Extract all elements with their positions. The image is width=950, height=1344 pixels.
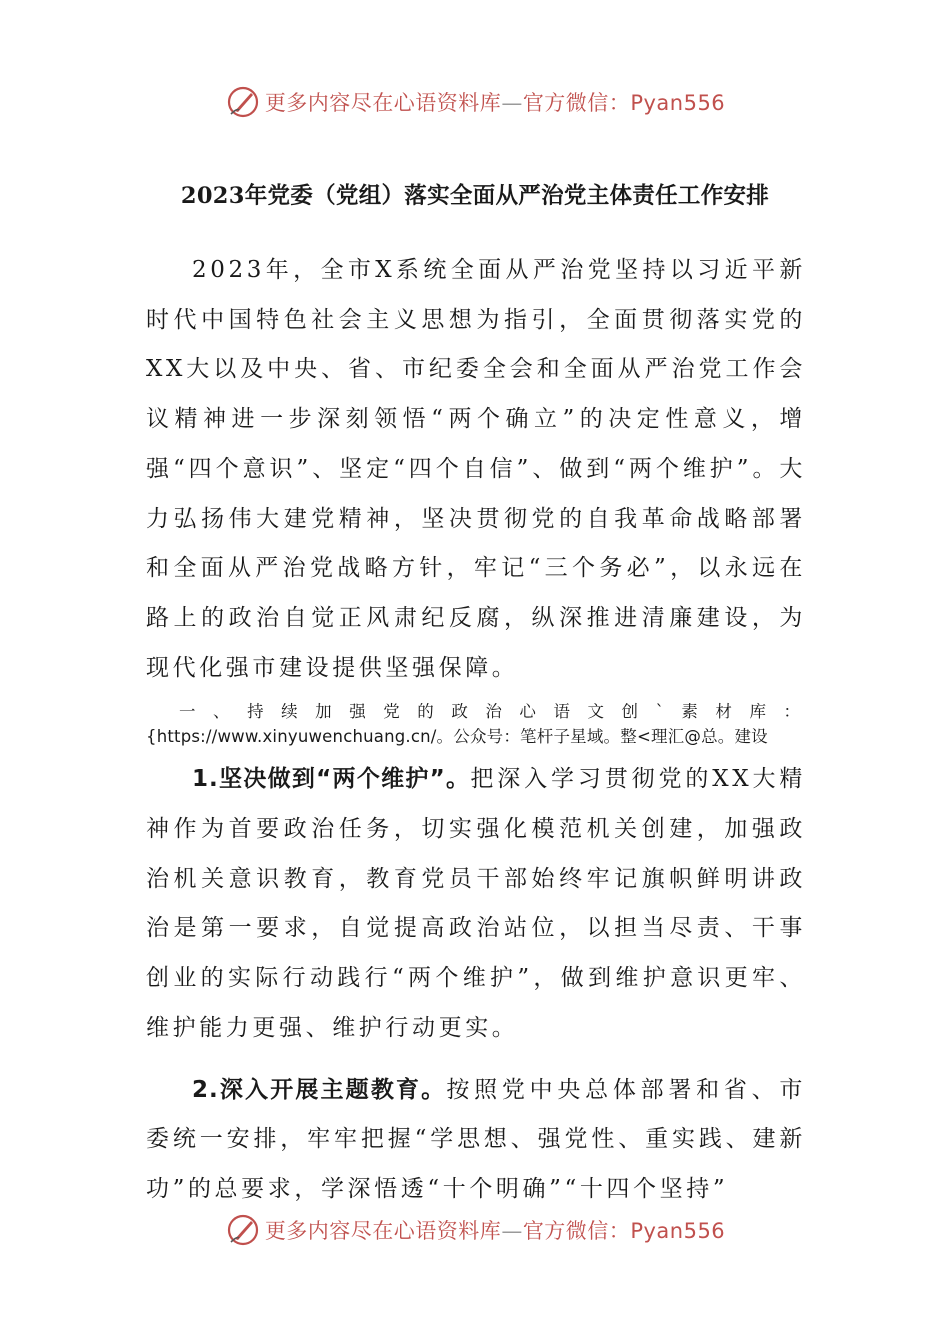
item-2-paragraph	[146, 1066, 806, 1215]
document-title: 2023年党委（党组）落实全面从严治党主体责任工作安排	[180, 183, 770, 209]
quill-logo-icon	[225, 84, 261, 120]
watermark-text	[265, 87, 725, 117]
footer-watermark	[0, 1208, 950, 1252]
watermark-wechat-id: Pyan556	[630, 1219, 726, 1243]
intro-paragraph: 2023年，全市X系统全面从严治党坚持以习近平新时代中国特色社会主义思想为指引，全面贯彻落实党的XX大以及中央、省、市纪委全会和全面从严治党工作会议精神进一步深刻领悟“两个确立”的决定性意义，增强“四个意识”、坚定“四个自信”、做到“两个维护”。大力弘扬伟大建党精神，坚决贯彻党的自我革命战略部署和全面从严治党战略方针，牢记“三个务必”，以永远在路上的政治自觉正风肃纪反腐，纵深推进清廉建设，为现代化强市建设提供坚强保障。	[146, 257, 806, 681]
item-1-body: 把深入学习贯彻党的XX大精神作为首要政治任务，切实强化模范机关创建，加强政治机关意识教育，教育党员干部始终牢记旗帜鲜明讲政治是第一要求，自觉提高政治站位，以担当尽责、干事创业的实际行动践行“两个维护”，做到维护意识更牢、维护能力更强、维护行动更实。	[146, 766, 806, 1041]
watermark-wechat-label: 官方微信：	[522, 91, 631, 115]
item-1-lead: 1.坚决做到“两个维护”。	[192, 766, 471, 793]
watermark-slogan: 更多内容尽在心语资料库	[264, 1219, 502, 1243]
item-1-paragraph	[146, 755, 806, 1053]
watermark-slogan: 更多内容尽在心语资料库	[264, 91, 502, 115]
section-1-heading-main: 一、持续加强党的政治心语文创`素材库：	[179, 702, 806, 722]
quill-logo-icon	[225, 1212, 261, 1248]
item-2-body: 按照党中央总体部署和省、市委统一安排，牢牢把握“学思想、强党性、重实践、建新功”的总要求，学深悟透“十个明确”“十四个坚持”	[146, 1076, 806, 1202]
watermark-text	[265, 1215, 725, 1245]
section-1-heading	[146, 699, 806, 749]
watermark-separator: —	[501, 91, 523, 115]
watermark-wechat-id: Pyan556	[630, 91, 726, 115]
watermark-separator: —	[501, 1219, 523, 1243]
section-1-heading-rest: {https://www.xinyuwenchuang.cn/。公众号：笔杆子星域。整<理汇@总。建设	[146, 727, 768, 747]
item-2-lead: 2.深入开展主题教育。	[192, 1076, 447, 1103]
watermark-wechat-label: 官方微信：	[522, 1219, 631, 1243]
document-body	[146, 246, 806, 1215]
header-watermark	[0, 80, 950, 124]
